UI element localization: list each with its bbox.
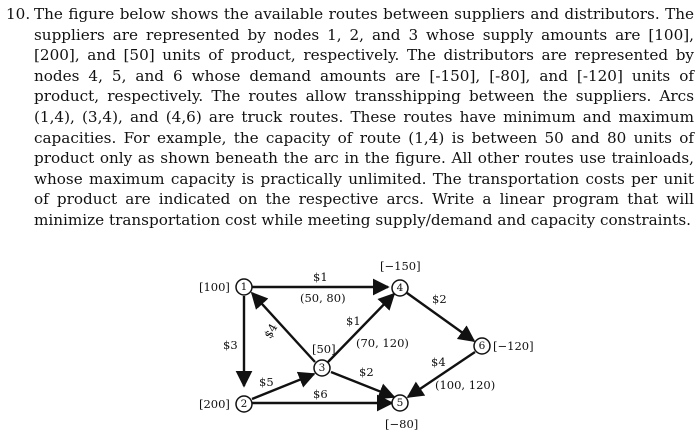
node-3-id: 3 <box>318 362 326 374</box>
node-3-amount: [50] <box>312 342 336 356</box>
arc-3-4-capacity: (70, 120) <box>356 336 409 350</box>
node-6-amount: [−120] <box>493 339 534 353</box>
node-5-id: 5 <box>396 397 404 409</box>
arc-6-5-capacity: (100, 120) <box>435 378 496 392</box>
arc-1-2-cost: $3 <box>223 338 238 352</box>
node-1-amount: [100] <box>199 280 230 294</box>
arc-1-4-cost: $1 <box>313 270 328 284</box>
node-4-amount: [−150] <box>380 259 421 273</box>
problem-number: 10. <box>6 5 31 23</box>
arc-6-5-cost: $4 <box>431 355 446 369</box>
arc-1-4-capacity: (50, 80) <box>300 291 346 305</box>
node-4-id: 4 <box>396 282 404 294</box>
node-5-amount: [−80] <box>385 417 419 431</box>
arc-3-1-cost: $4 <box>260 321 281 341</box>
node-1-id: 1 <box>240 281 248 293</box>
arc-2-3-cost: $5 <box>259 375 274 389</box>
arc-3-5-cost: $2 <box>359 365 374 379</box>
problem-text: The figure below shows the available routes between suppliers and distributors. The suppliers are represented by nodes 1, 2, and 3 whose supply amounts are [100], [200], and [50] units of product, respectively. The distributors are represented by nodes 4, 5, and 6 whose demand amounts are [-150], [-80], and [-120] units of product, respectively. The routes allow transshipping between the suppliers. Arcs (1,4), (3,4), and (4,6) are truck routes. These routes have minimum and maximum capacities. For example, the capacity of route (1,4) is between 50 and 80 units of product only as shown beneath the arc in the figure. All other routes use trainloads, whose maximum capacity is practically unlimited. The transportation costs per unit of product are indicated on the respective arcs. Write a linear program that will minimize transportation cost while meeting supply/demand and capacity constraints. <box>34 5 694 229</box>
arc-3-4-cost: $1 <box>346 314 361 328</box>
node-2-id: 2 <box>240 398 248 410</box>
arc-2-5-cost: $6 <box>313 387 328 401</box>
node-2-amount: [200] <box>199 397 230 411</box>
arc-4-6-cost: $2 <box>432 292 447 306</box>
node-6-id: 6 <box>478 340 486 352</box>
